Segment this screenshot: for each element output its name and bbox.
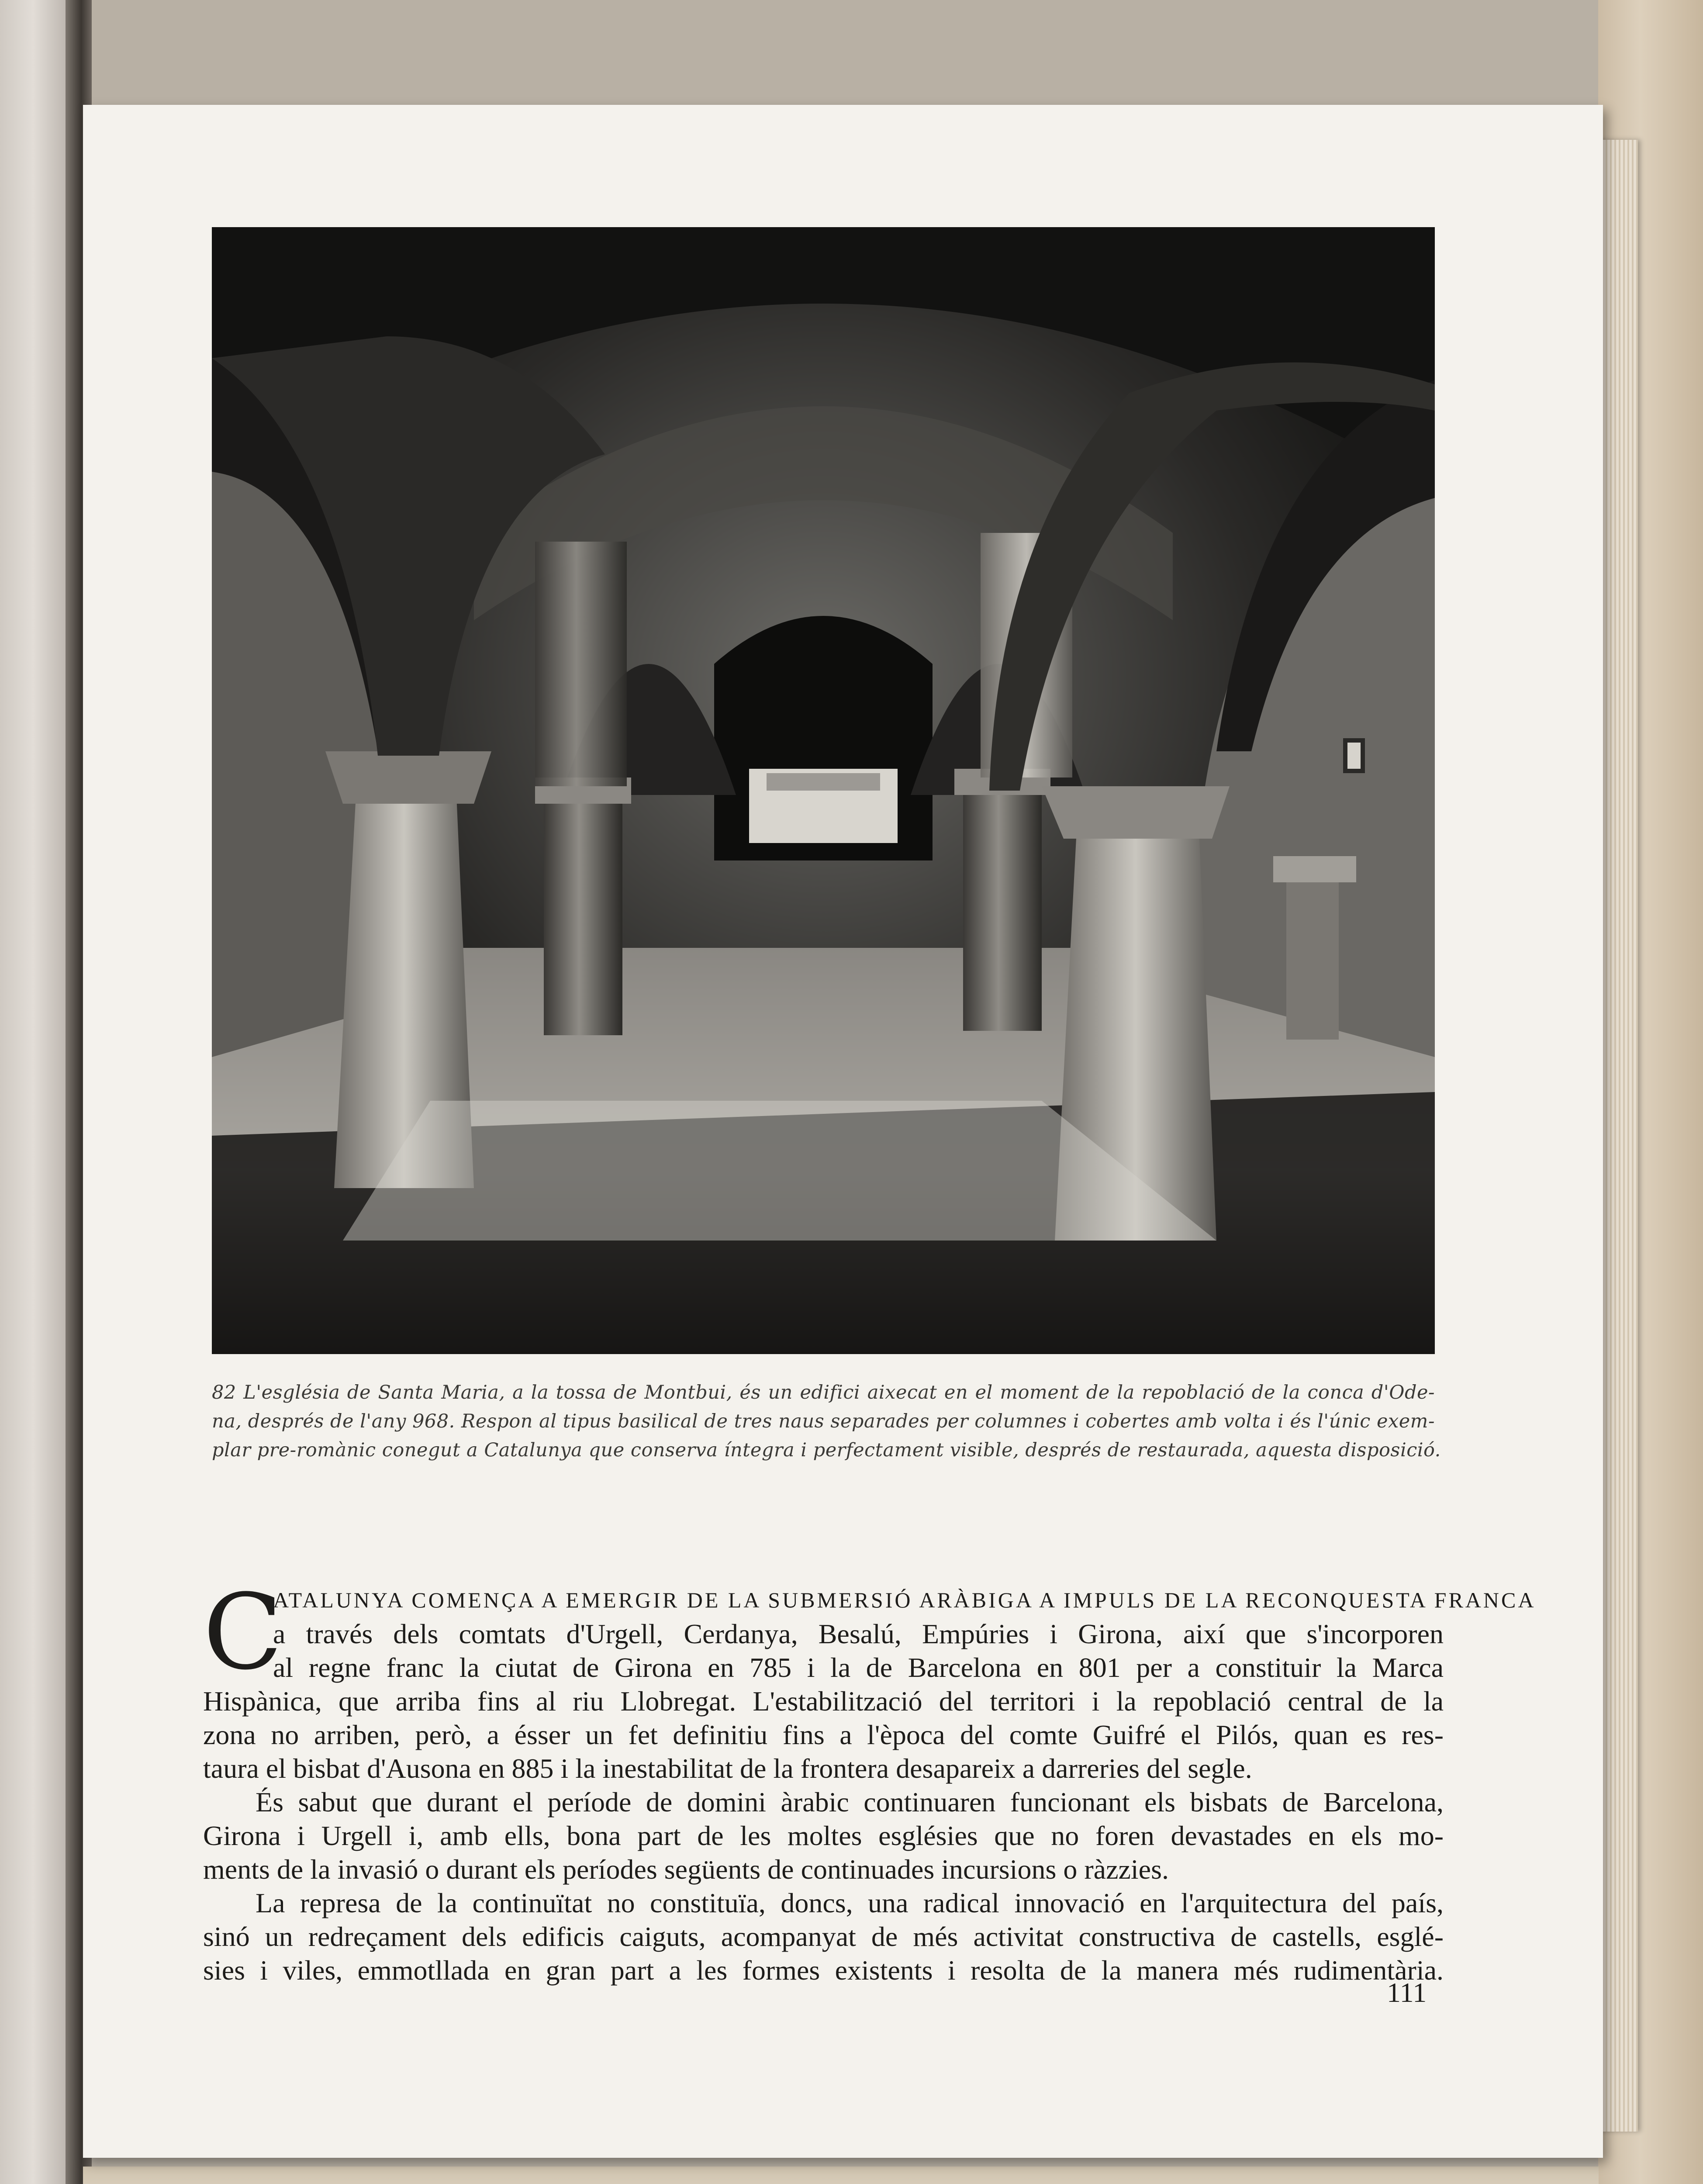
church-interior-photo xyxy=(212,227,1435,1354)
body-line-5: zona no arriben, però, a ésser un fet definitiu fins a l'època del comte Guifré el Pilós, quan es res- xyxy=(203,1719,1444,1750)
crypt-columns-illustration xyxy=(212,227,1435,1354)
body-line-9: ments de la invasió o durant els períodes següents de continuades incursions o ràzzies. xyxy=(203,1854,1169,1885)
drop-cap: C xyxy=(203,1572,283,1693)
caption-line-2: na, després de l'any 968. Respon al tipus basilical de tres naus separades per columnes i cobertes amb volta i és l'únic exem- xyxy=(212,1410,1435,1432)
body-line-4: Hispànica, que arriba fins al riu Llobregat. L'estabilització del territori i la repoblació central de la xyxy=(203,1686,1444,1717)
body-text xyxy=(203,1572,1536,1987)
body-line-11: sinó un redreçament dels edificis caiguts, acompanyat de més activitat constructiva de castells, esglé- xyxy=(203,1921,1444,1952)
body-line-12: sies i viles, emmotllada en gran part a les formes existents i resolta de la manera més rudimentària. xyxy=(203,1955,1444,1986)
page-number: 111 xyxy=(1387,1977,1427,2008)
book-page xyxy=(83,105,1603,2158)
photo-caption xyxy=(212,1378,1441,1465)
body-line-7: És sabut que durant el període de domini àrabic continuaren funcionant els bisbats de Barcelona, xyxy=(256,1787,1444,1818)
body-line-10: La represa de la continuïtat no constituïa, doncs, una radical innovació en l'arquitectura del país, xyxy=(256,1887,1444,1918)
book-cover-bottom xyxy=(83,2167,1599,2184)
body-line-8: Girona i Urgell i, amb ells, bona part de les moltes esglésies que no foren devastades en els mo- xyxy=(203,1820,1444,1851)
body-line-1: ATALUNYA COMENÇA A EMERGIR DE LA SUBMERSIÓ ARÀBIGA A IMPULS DE LA RECONQUESTA FRANCA xyxy=(273,1588,1536,1612)
body-line-3: al regne franc la ciutat de Girona en 785 i la de Barcelona en 801 per a constituir la Marca xyxy=(273,1652,1444,1683)
body-line-2: a través dels comtats d'Urgell, Cerdanya, Besalú, Empúries i Girona, així que s'incorporen xyxy=(273,1618,1444,1649)
body-line-6: taura el bisbat d'Ausona en 885 i la inestabilitat de la frontera desapareix a darreries del segle. xyxy=(203,1753,1252,1784)
caption-line-1: 82 L'església de Santa Maria, a la tossa de Montbui, és un edifici aixecat en el moment de la repoblació de la conca d'Ode- xyxy=(212,1382,1435,1403)
caption-line-3: plar pre-romànic conegut a Catalunya que conserva íntegra i perfectament visible, després de restaurada, aquesta disposició. xyxy=(212,1439,1441,1461)
